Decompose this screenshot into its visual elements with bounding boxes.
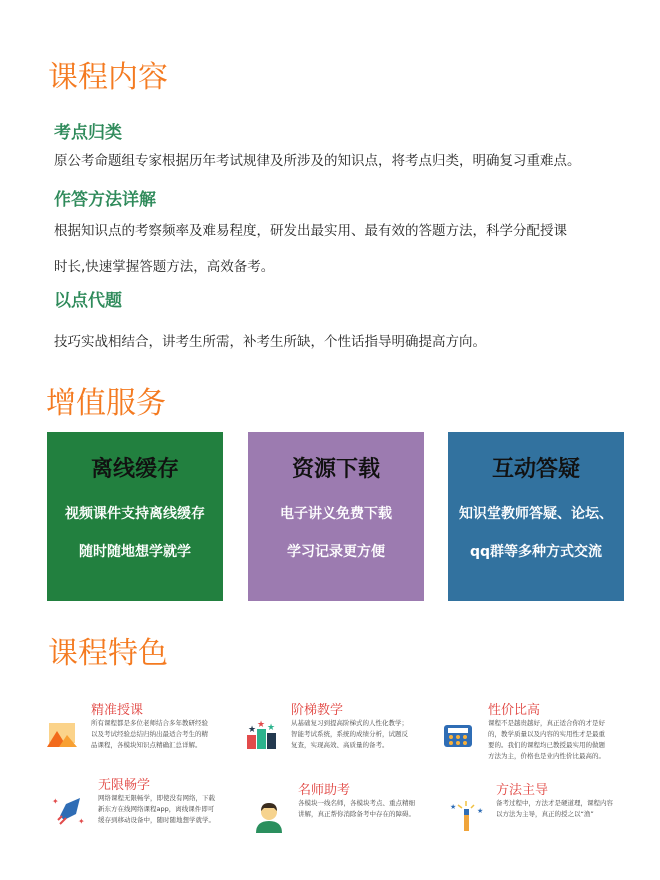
item-title: 考点归类: [54, 123, 122, 143]
svg-text:★: ★: [257, 720, 266, 730]
item-title: 作答方法详解: [54, 190, 156, 210]
teacher-icon: [252, 799, 286, 833]
service-card-qa: [448, 432, 624, 601]
feature-title: 方法主导: [496, 783, 549, 798]
service-line: 知识堂教师答疑、论坛、: [459, 506, 613, 522]
service-title: 资源下载: [291, 457, 380, 482]
item-desc: 时长,快速掌握答题方法，高效备考。: [54, 259, 275, 275]
feature-item: [442, 699, 632, 774]
feature-desc: 备考过程中，方法才是硬道理，课程内容以方法为主导，真正的授之以“渔”: [496, 799, 613, 818]
service-card-download: [248, 432, 424, 601]
svg-text:★: ★: [477, 807, 484, 815]
service-line: qq群等多种方式交流: [469, 544, 603, 560]
svg-text:★: ★: [267, 723, 276, 733]
service-title: 互动答疑: [491, 457, 580, 482]
feature-item: [450, 779, 640, 854]
service-title: 离线缓存: [90, 457, 179, 482]
item-title: 以点代题: [54, 291, 122, 311]
item-desc: 根据知识点的考察频率及难易程度，研发出最实用、最有效的答题方法，科学分配授课: [54, 223, 567, 239]
service-card-offline: [47, 432, 223, 601]
section-title-course-content: 课程内容: [48, 60, 168, 95]
feature-desc: 课程不是越贵越好，真正适合你的才是好的，教学质量以及内容的实用性才是最重要的。我们的课程均已教授最实用的做题方法为主，价格也是业内性价比最高的。: [488, 719, 605, 760]
item-desc: 原公考命题组专家根据历年考试规律及所涉及的知识点，将考点归类，明确复习重难点。: [54, 153, 581, 169]
item-desc: 技巧实战相结合，讲考生所需，补考生所缺，个性话指导明确提高方向。: [54, 334, 486, 350]
rocket-icon: [52, 794, 86, 828]
feature-item: [245, 699, 435, 774]
feature-item: [45, 699, 235, 774]
svg-text:★: ★: [450, 803, 457, 811]
feature-title: 阶梯教学: [291, 703, 344, 718]
podium-icon: [245, 719, 279, 753]
service-line: 学习记录更方便: [287, 544, 385, 560]
service-line: 电子讲义免费下载: [280, 506, 392, 522]
feature-item: [52, 774, 242, 849]
svg-text:★: ★: [248, 725, 257, 735]
section-title-services: 增值服务: [46, 386, 166, 421]
feature-desc: 各模块一线名师，各模块考点、重点精细讲解，真正帮你消除备考中存在的障碍。: [298, 799, 415, 818]
service-line: 随时随地想学就学: [79, 544, 191, 560]
section-title-features: 课程特色: [48, 636, 168, 671]
feature-desc: 所有课程都是多位老师结合多年教研经验以及考试经验总结归纳出最适合考生的精品课程，各模块知识点精确汇总详解。: [91, 719, 208, 749]
svg-text:✦: ✦: [52, 797, 59, 806]
feature-title: 名师助考: [298, 783, 351, 798]
service-line: 视频课件支持离线缓存: [65, 506, 205, 522]
feature-title: 精准授课: [91, 703, 144, 718]
feature-title: 性价比高: [488, 703, 541, 718]
feature-desc: 网络课程无限畅学，即使没有网络，下载新东方在线网络课程app，离线课件即可缓存到移动设备中，随时随地想学就学。: [98, 794, 215, 824]
feature-title: 无限畅学: [98, 778, 151, 793]
magic-wand-icon: [450, 799, 484, 833]
calculator-icon: [442, 719, 476, 753]
feature-item: [252, 779, 442, 854]
svg-text:✦: ✦: [78, 817, 85, 826]
mountain-icon: [45, 719, 79, 753]
feature-desc: 从基础复习到提高阶梯式的人性化教学；智能考试系统，系统的成绩分析，试题反复查，实现高效、高质量的备考。: [291, 719, 408, 749]
